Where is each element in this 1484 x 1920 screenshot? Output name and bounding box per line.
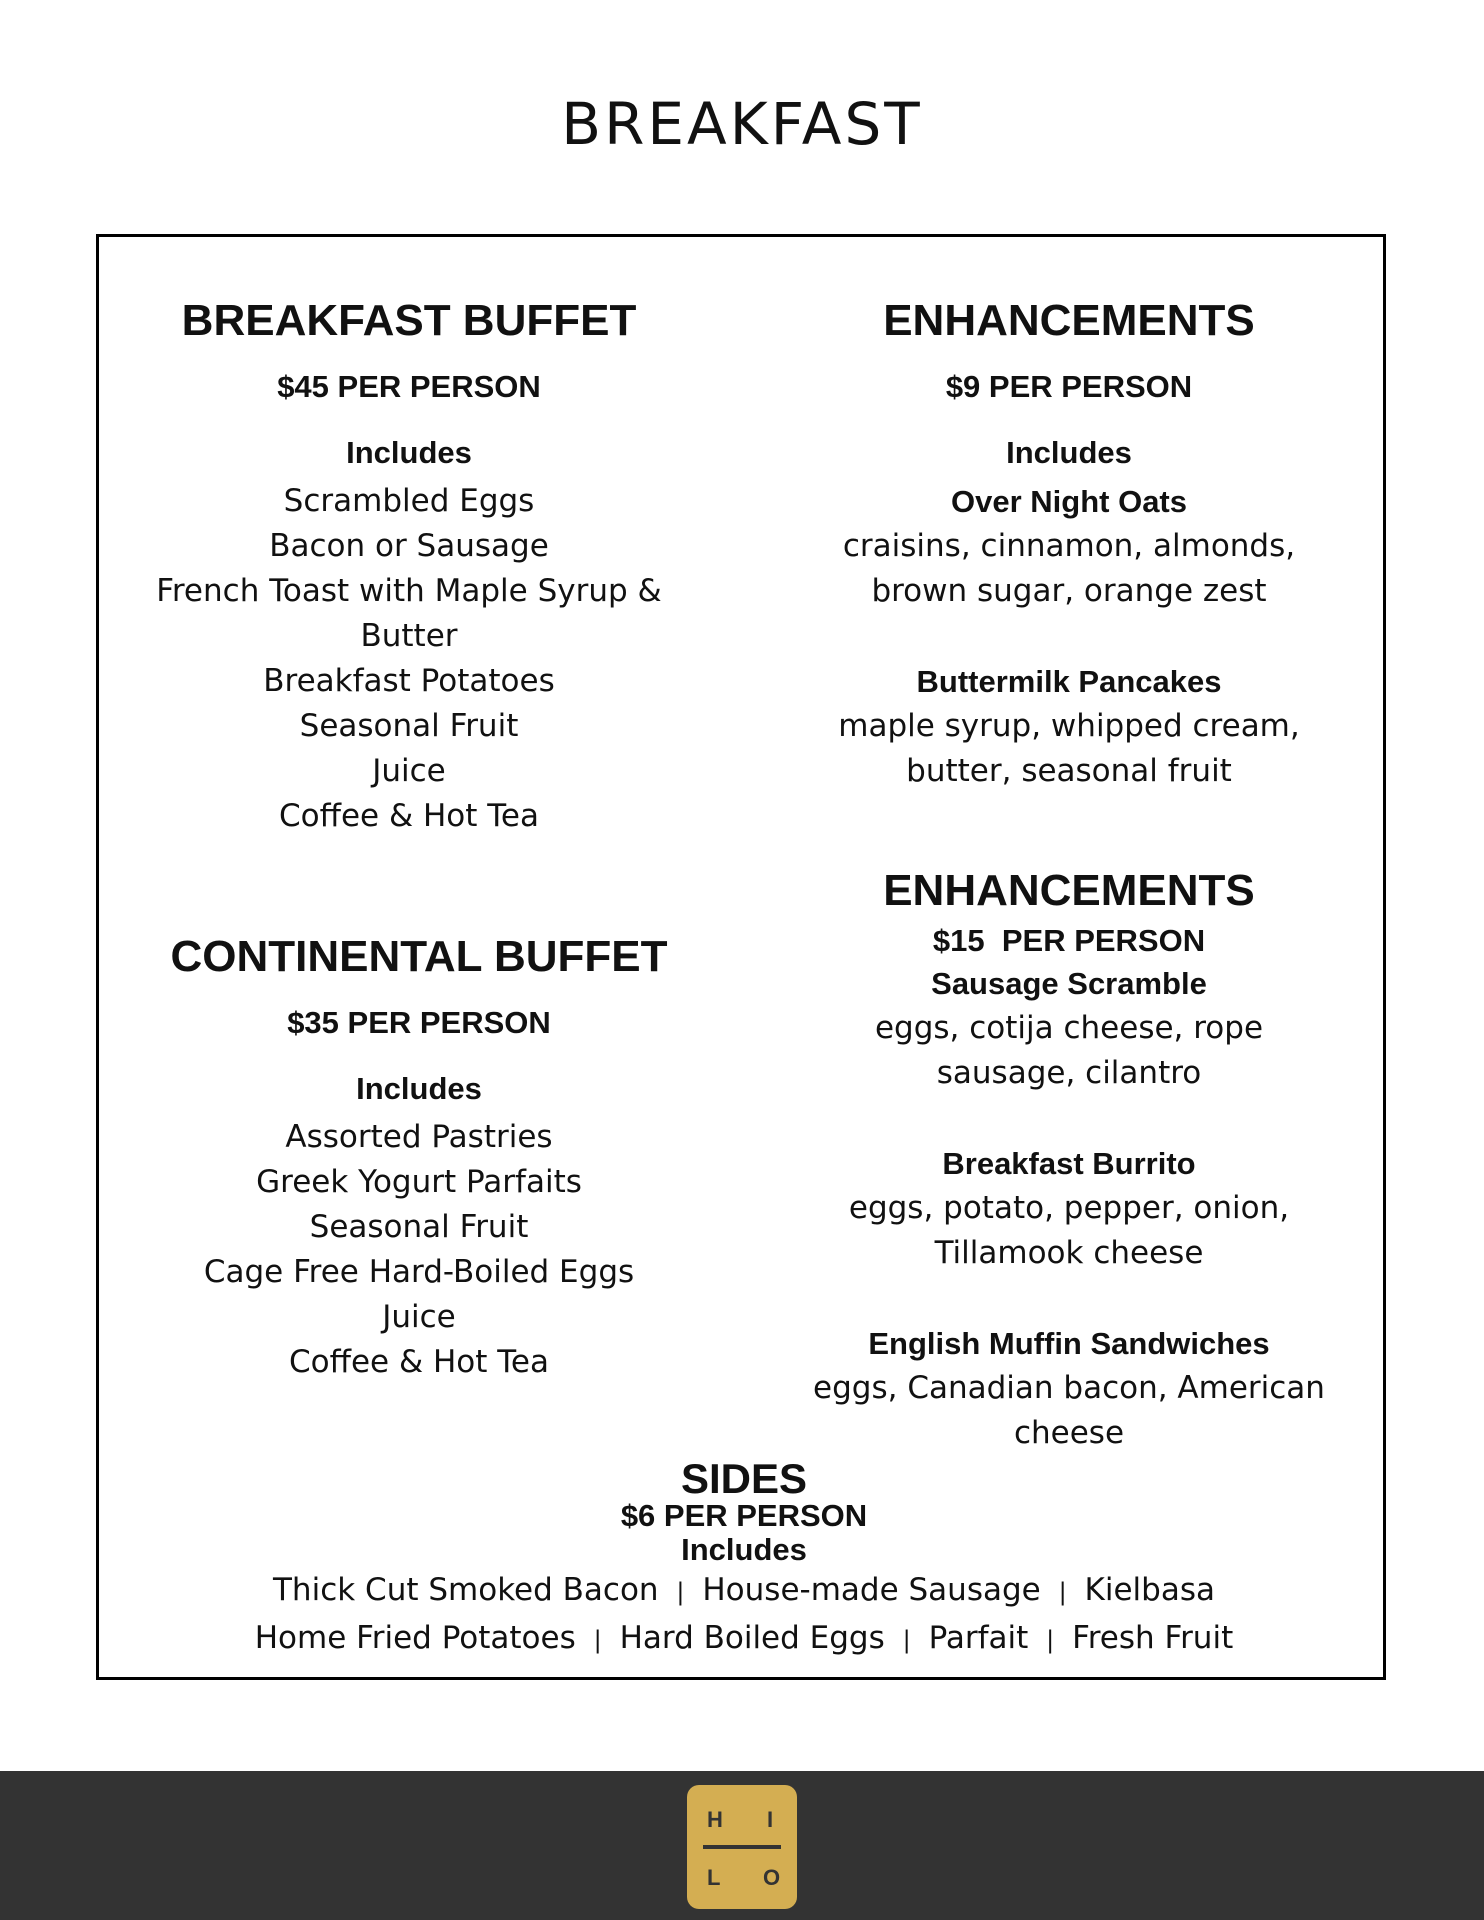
list-item: Coffee & Hot Tea xyxy=(288,1344,550,1380)
menu-item-desc: butter, seasonal fruit xyxy=(906,753,1232,789)
enhancements-9-title: ENHANCEMENTS xyxy=(883,296,1255,345)
breakfast-buffet-includes: Includes xyxy=(346,435,472,470)
list-item: Bacon or Sausage xyxy=(269,528,549,564)
continental-buffet-title: CONTINENTAL BUFFET xyxy=(170,932,668,981)
sides-row-2 xyxy=(99,1615,1389,1663)
enhancements-9-includes: Includes xyxy=(1006,435,1132,470)
menu-item-sausage-scramble xyxy=(789,961,1349,1096)
continental-buffet-section xyxy=(149,931,689,1385)
list-item: Assorted Pastries xyxy=(285,1119,553,1155)
menu-item-desc: craisins, cinnamon, almonds, xyxy=(842,528,1296,564)
menu-item-desc: brown sugar, orange zest xyxy=(871,573,1267,609)
side-item: Thick Cut Smoked Bacon xyxy=(273,1572,659,1608)
menu-item-desc: maple syrup, whipped cream, xyxy=(838,708,1300,744)
breakfast-buffet-items xyxy=(139,479,679,839)
side-item: Kielbasa xyxy=(1084,1572,1215,1608)
side-item: Parfait xyxy=(928,1620,1029,1656)
menu-item-breakfast-burrito xyxy=(789,1141,1349,1276)
menu-item-buttermilk-pancakes xyxy=(789,659,1349,794)
menu-item-desc: eggs, Canadian bacon, American xyxy=(813,1370,1325,1406)
page-title: BREAKFAST xyxy=(561,90,923,158)
separator: | xyxy=(902,1626,911,1654)
menu-item-desc: sausage, cilantro xyxy=(936,1055,1202,1091)
menu-item-name: Over Night Oats xyxy=(951,484,1187,519)
logo-letter: I xyxy=(767,1807,774,1832)
list-item: Scrambled Eggs xyxy=(283,483,535,519)
side-item: Hard Boiled Eggs xyxy=(619,1620,885,1656)
enhancements-9-price: $9 PER PERSON xyxy=(945,369,1193,404)
list-item: Juice xyxy=(372,753,446,789)
menu-item-english-muffin xyxy=(789,1321,1349,1456)
continental-buffet-includes: Includes xyxy=(356,1071,482,1106)
menu-item-name: Buttermilk Pancakes xyxy=(916,664,1222,699)
menu-item-name: Breakfast Burrito xyxy=(942,1146,1196,1181)
list-item: Cage Free Hard-Boiled Eggs xyxy=(203,1254,635,1290)
menu-item-desc: eggs, cotija cheese, rope xyxy=(874,1010,1264,1046)
list-item: Breakfast Potatoes xyxy=(263,663,555,699)
enhancements-15-title: ENHANCEMENTS xyxy=(883,866,1255,915)
menu-item-desc: cheese xyxy=(1013,1415,1125,1451)
breakfast-buffet-section xyxy=(139,295,679,839)
menu-item-desc: eggs, potato, pepper, onion, xyxy=(848,1190,1290,1226)
enhancements-15-section xyxy=(789,865,1349,1456)
hilo-logo xyxy=(687,1785,797,1909)
footer-bar xyxy=(0,1771,1484,1920)
list-item: Juice xyxy=(382,1299,456,1335)
sides-title: SIDES xyxy=(680,1455,808,1502)
continental-buffet-price: $35 PER PERSON xyxy=(287,1005,551,1040)
logo-divider xyxy=(703,1845,781,1849)
menu-item-name: English Muffin Sandwiches xyxy=(868,1326,1270,1361)
enhancements-15-price: $15 PER PERSON xyxy=(932,923,1206,958)
side-item: Home Fried Potatoes xyxy=(254,1620,576,1656)
logo-letter: L xyxy=(707,1865,721,1890)
separator: | xyxy=(676,1578,685,1606)
logo-letter: H xyxy=(707,1807,723,1832)
list-item: French Toast with Maple Syrup & Butter xyxy=(156,573,662,654)
list-item: Seasonal Fruit xyxy=(299,708,519,744)
separator: | xyxy=(1046,1626,1055,1654)
logo-letter: O xyxy=(763,1865,781,1890)
continental-buffet-items xyxy=(149,1115,689,1385)
breakfast-buffet-price: $45 PER PERSON xyxy=(277,369,541,404)
menu-frame xyxy=(96,234,1386,1680)
side-item: House-made Sausage xyxy=(702,1572,1041,1608)
separator: | xyxy=(1058,1578,1067,1606)
menu-item-desc: Tillamook cheese xyxy=(934,1235,1204,1271)
list-item: Coffee & Hot Tea xyxy=(278,798,540,834)
side-item: Fresh Fruit xyxy=(1072,1620,1234,1656)
separator: | xyxy=(593,1626,602,1654)
breakfast-buffet-title: BREAKFAST BUFFET xyxy=(181,296,637,345)
list-item: Greek Yogurt Parfaits xyxy=(256,1164,582,1200)
sides-section xyxy=(99,1455,1389,1663)
list-item: Seasonal Fruit xyxy=(309,1209,529,1245)
sides-includes: Includes xyxy=(681,1532,807,1567)
menu-item-overnight-oats xyxy=(789,479,1349,614)
sides-price: $6 PER PERSON xyxy=(620,1498,868,1533)
sides-row-1 xyxy=(99,1567,1389,1615)
menu-item-name: Sausage Scramble xyxy=(931,966,1207,1001)
enhancements-9-section xyxy=(789,295,1349,794)
